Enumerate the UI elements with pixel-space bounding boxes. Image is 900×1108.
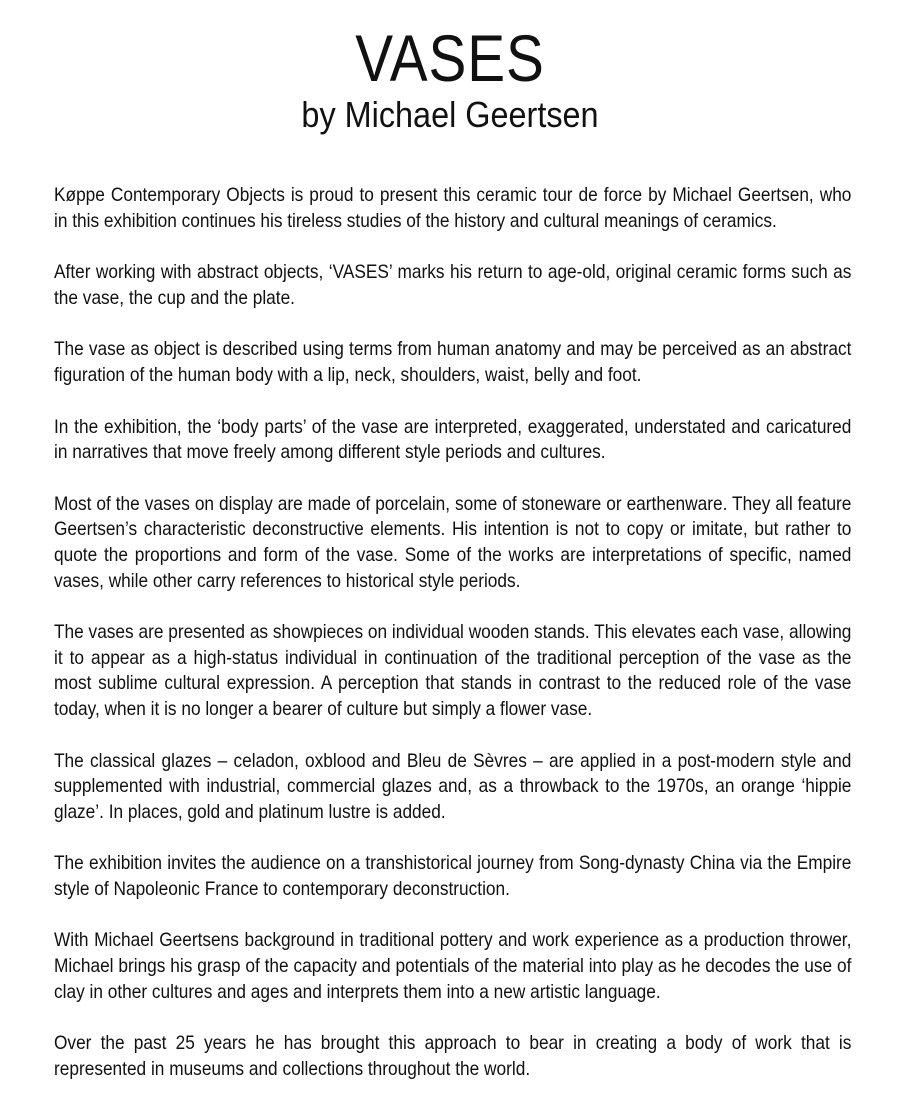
paragraph-stands: The vases are presented as showpieces on individual wooden stands. This elevates each vase, allowing it to appear as a high-status individual in continuation of the traditional perception of the vase as the most sublime cultural expression. A perception that stands in contrast to the reduced role of the vase today, when it is no longer a bearer of culture but simply a flower vase.: [54, 622, 852, 720]
paragraph-body-of-work: Over the past 25 years he has brought this approach to bear in creating a body of work that is represented in museums and collections throughout the world.: [54, 1033, 852, 1080]
paragraph-glazes: The classical glazes – celadon, oxblood and Bleu de Sèvres – are applied in a post-modern style and supplemented with industrial, commercial glazes and, as a throwback to the 1970s, an orange ‘hippie glaze’. In places, gold and platinum lustre is added.: [54, 750, 852, 823]
page-title: VASES: [355, 21, 545, 95]
paragraph-background: With Michael Geertsens background in traditional pottery and work experience as a production thrower, Michael brings his grasp of the capacity and potentials of the material into play as he decodes the use of clay in other cultures and ages and interprets them into a new artistic language.: [54, 930, 852, 1003]
paragraph-materials: Most of the vases on display are made of porcelain, some of stoneware or earthenware. They all feature Geertsen’s characteristic deconstructive elements. His intention is not to copy or imitate, but rather to quote the proportions and form of the vase. Some of the works are interpretations of specific, named vases, while other carry references to historical style periods.: [54, 493, 852, 592]
paragraph-anatomy: The vase as object is described using terms from human anatomy and may be perceived as an abstract figuration of the human body with a lip, neck, shoulders, waist, belly and foot.: [54, 339, 852, 386]
paragraph-body-parts: In the exhibition, the ‘body parts’ of the vase are interpreted, exaggerated, understated and caricatured in narratives that move freely among different style periods and cultures.: [54, 416, 852, 464]
paragraph-return-to-forms: After working with abstract objects, ‘VASES’ marks his return to age-old, original ceramic forms such as the vase, the cup and the plate.: [54, 262, 852, 309]
paragraph-journey: The exhibition invites the audience on a transhistorical journey from Song-dynasty China via the Empire style of Napoleonic France to contemporary deconstruction.: [54, 853, 852, 900]
paragraph-intro: Køppe Contemporary Objects is proud to present this ceramic tour de force by Michael Geertsen, who in this exhibition continues his tireless studies of the history and cultural meanings of ceramics.: [54, 185, 852, 232]
page-subtitle: by Michael Geertsen: [301, 94, 599, 135]
exhibition-description: [54, 183, 851, 1108]
